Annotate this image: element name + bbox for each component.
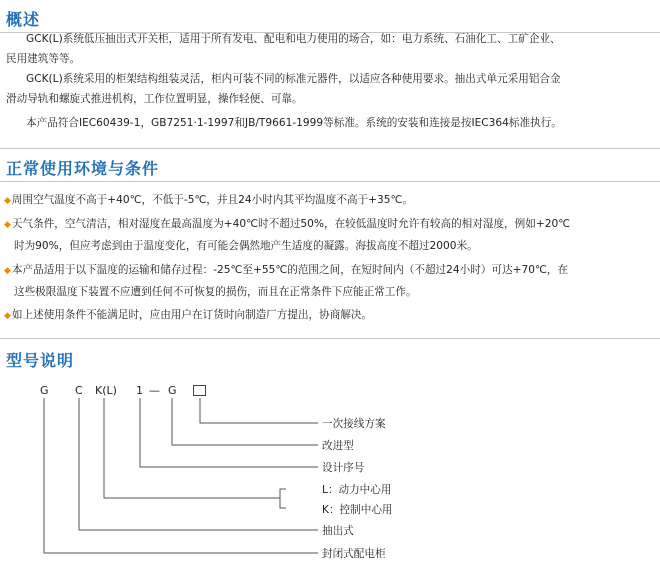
overview-title: 概述 [6,10,41,29]
conditions-line-3: 时为90%，但应考虑到由于温度变化，有可能会偶然地产生适度的凝露。海拔高度不超过2000米。 [14,240,478,252]
overview-line-4: 滑动导轨和螺旋式推进机构，工作位置明显，操作轻便、可靠。 [6,93,303,105]
bullet-icon: ◆ [4,220,11,230]
connector-improved [172,398,318,445]
code-dash: — [149,384,160,397]
bullet-icon: ◆ [4,196,11,206]
label-improved: 改进型 [322,440,354,452]
connector-scheme [200,398,318,423]
overview-line-5: 本产品符合IEC60439-1，GB7251·1-1997和JB/T9661-1999等标准。系统的安装和连接是按IEC364标准执行。 [26,117,562,129]
label-scheme: 一次接线方案 [322,418,386,430]
conditions-line-5: 这些极限温度下装置不应遭到任何不可恢复的损伤，而且在正常条件下应能正常工作。 [14,286,417,298]
label-k-control: K：控制中心用 [322,504,393,516]
connector-design-no [140,398,318,467]
label-enclosed: 封闭式配电柜 [322,548,386,560]
overview-line-1: GCK(L)系统低压抽出式开关柜，适用于所有发电、配电和电力使用的场合，如：电力系统、石油化工、工矿企业、 [26,33,561,45]
code-1: 1 [136,384,143,397]
label-withdrawable: 抽出式 [322,525,354,537]
conditions-line-6: 如上述使用条件不能满足时，应由用户在订货时向制造厂方提出，协商解决。 [11,309,373,321]
code-g2: G [168,384,177,397]
conditions-line-4: 本产品适用于以下温度的运输和储存过程：-25℃至+55℃的范围之间，在短时间内（不超过24小时）可达+70℃，在 [11,264,569,276]
connector-withdrawable [79,398,318,530]
conditions-line-1: 周围空气温度不高于+40℃，不低于-5℃，并且24小时内其平均温度不高于+35℃。 [11,194,413,206]
code-kl: K(L) [95,384,117,397]
connector-kl [104,398,280,498]
bullet-icon: ◆ [4,311,11,321]
overview-line-2: 民用建筑等等。 [6,53,81,65]
code-g: G [40,384,49,397]
connector-kl-bracket [280,489,286,508]
conditions-title: 正常使用环境与条件 [6,159,160,178]
code-c: C [75,384,83,397]
model-title: 型号说明 [6,351,75,370]
conditions-line-2: 天气条件，空气清洁，相对湿度在最高温度为+40℃时不超过50%，在较低温度时允许有较高的相对湿度，例如+20℃ [11,218,571,230]
overview-line-3: GCK(L)系统采用的柜架结构组装灵活，柜内可装不同的标准元器件，以适应各种使用要求。抽出式单元采用铝合金 [26,73,561,85]
bullet-icon: ◆ [4,266,11,276]
label-l-power: L：动力中心用 [322,484,392,496]
label-design-no: 设计序号 [322,462,365,474]
